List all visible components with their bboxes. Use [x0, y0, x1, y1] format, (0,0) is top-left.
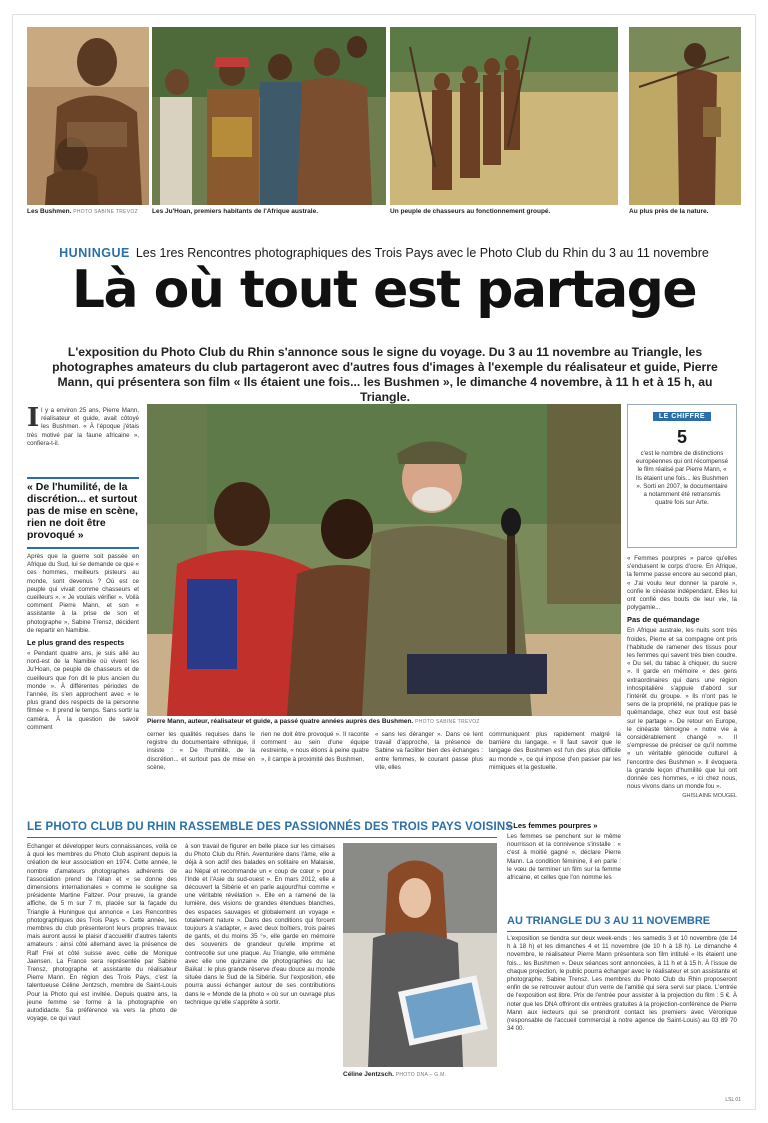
celine-caption: Céline Jentzsch. PHOTO DNA – G.M.: [343, 1071, 447, 1078]
right-body1: « Femmes pourpres » parce qu'elles s'enduisent le corps d'ocre. En Afrique, la femme passe encore au second plan, « J'ai voulu leur donner la parole », confie le cinéaste indépendant. Elles lui ont confié des bouts de leur vie, la polygamie...: [627, 555, 737, 612]
femmes-body: Les femmes se penchent sur le même nourrisson et la connivence s'installe : « c'est à moitié gagné », déclare Pierre Mann. La condition féminine, il en parle : le vœu de terminer un film sur la femme africaine, et celles que l'on nomme les: [507, 833, 621, 882]
box-body: L'exposition se tiendra sur deux week-ends : les samedis 3 et 10 novembre (de 14 h à 18 h) et les dimanches 4 et 11 novembre (de 10 h à 18 h). Le dimanche 4 novembre, le réalisateur Pierre Mann présentera son film intitulé « Ils étaient une fois... les Bushmen ». Deux séances sont annoncées, à 11 h et à 15 h. À l'issue de chaque projection, le public pourra échanger avec le réalisateur et son assistante et photographe, Sabine Trensz. Les membres du Photo Club du Rhin proposeront enfin de se retrouver autour d'un verre de l'amitié qui sera servi sur place. L'entrée de l'exposition est libre. Prix de l'entrée pour assister à la projection du film : 5 €. À noter que les DNA offriront dix entrées gratuites à la projection-conférence de Pierre Mann aux lecteurs qui se prendront contact les premiers avec Véronique (responsable de l'accueil commercial à notre agence de Saint-Louis) au 03 89 70 34 00.: [507, 935, 737, 1033]
col1-body2: « Pendant quatre ans, je suis allé au nord-est de la Namibie où vivent les Ju'Hoan, ce peuple de chasseurs et de cueilleurs que l'on dit le plus ancien du monde ». À différentes périodes de l'année, ils s'en approchent avec « le plus grand des respects de la personne filmée ». Il prend le temps. Sans sortir la caméra. À la question de savoir comment: [27, 650, 139, 731]
right-subhead: Pas de quémandage: [627, 615, 700, 625]
kicker-location: HUNINGUE: [59, 246, 130, 260]
under-photo-col-4-text: communiquent plus rapidement malgré la barrière du langage. « Il faut savoir que le langage des Bushmen est l'un des plus difficile au monde », ce qui impose d'en passer par les mimiques et la gestuelle.: [489, 731, 621, 771]
section-rule: [27, 837, 497, 838]
quote-rule-top: [27, 477, 139, 479]
column-intro: [27, 407, 139, 477]
chiffre-number: 5: [676, 427, 687, 447]
box-head: AU TRIANGLE DU 3 AU 11 NOVEMBRE: [507, 915, 711, 927]
headline: Là où tout est partage: [71, 260, 697, 320]
quote-rule-bottom: [27, 547, 139, 549]
section-col-1: Échanger et développer leurs connaissances, voilà ce à quoi les membres du Photo Club aspirent depuis la création de leur association en 1974. Cette année, le nombre d'amateurs photographes adhérents de l'association prend de l'élan et « se donne des dimensions internationales » comme le souligne sa présidente Martine Faltzer. Pour preuve, la grande affiche, de 5 m sur 7 m, placée sur la façade du Triangle à Huningue qui annonce « Les Rencontres photographiques des Trois Pays ». Cette année, les membres du club présenteront leurs propres travaux mais auront aussi le plaisir d'accueillir d'autres talents amateurs : ainsi côté allemand avec la présence de Ralf Frei et côté suisse avec celle de Monique Jaensen. La France sera représentée par Sabine Trensz, photographe et assistante du réalisateur Pierre Mann. En région des Trois Pays, c'est la talentueuse Céline Jentzsch, membre de Saint-Louis Pour la Photo qui est invitée. Depuis quatre ans, la jeune femme se forme à la photographie en autodidacte. Sa préférence va vers la photo de voyage, ce qui vaut: [27, 843, 177, 1023]
lede: L'exposition du Photo Club du Rhin s'annonce sous le signe du voyage. Du 3 au 11 novembre au Triangle, les photographes amateurs du club partageront avec d'autres fous d'images à l'exemple du réalisateur et guide, Pierre Mann, qui présentera son film « Ils étaient une fois... les Bushmen », le dimanche 4 novembre, à 11 h et à 15 h, au Triangle.: [52, 345, 718, 404]
photo-hunters: [390, 27, 618, 205]
kicker-text: Les 1res Rencontres photographiques des Trois Pays avec le Photo Club du Rhin du 3 au 11 novembre: [135, 246, 709, 260]
photo-caption-2: Les Ju'Hoan, premiers habitants de l'Afrique australe.: [152, 208, 318, 215]
signature: GHISLAINE MOUGEL: [682, 793, 737, 800]
photo-caption-3: Un peuple de chasseurs au fonctionnement groupé.: [390, 208, 551, 215]
under-photo-col-1: cerner les qualités requises dans le registre du documentaire ethnique, il insiste : « De l'humilité, de la discrétion... et surtout pas de mise en scène,: [147, 731, 255, 771]
chiffre-text: c'est le nombre de distinctions européennes qui ont récompensé le film réalisé par Pierre Mann, « Ils étaient une fois... les Bushmen ». Sorti en 2007, le documentaire a notamment été retransmis quatre fois sur Arte.: [635, 450, 729, 507]
col1-subhead: Le plus grand des respects: [27, 638, 125, 648]
femmes-subhead: « Les femmes pourpres »: [507, 821, 598, 830]
under-photo-col-2: rien ne doit être provoqué ». Il raconte comment au sein d'une équipe restreinte, « nous étions à peine quatre », il campe à proximité des Bushmen,: [261, 731, 369, 763]
under-photo-col-4: [489, 731, 621, 817]
column-right: [627, 555, 737, 907]
newspaper-page: [12, 14, 756, 1110]
main-photo-caption: Pierre Mann, auteur, réalisateur et guide, a passé quatre années auprès des Bushmen. PHOTO SABINE TREVOZ: [147, 718, 480, 725]
column-1-body: [27, 553, 139, 797]
chiffre-tag: LE CHIFFRE: [653, 412, 711, 421]
intro-text: l y a environ 25 ans, Pierre Mann, réalisateur et guide, avait côtoyé les Bushmen. « À l'époque j'étais très motivé par la faune africaine », confiera-t-il.: [27, 407, 139, 447]
right-body2: En Afrique australe, les nuits sont très froides, Pierre et sa compagne ont pris l'habitude de ramener des tissus pour les femmes qui savent très bien coudre. « Du sel, du tabac à chiquer, du sucre ». Il garde en mémoire « des gens extraordinaires qui dans une région inhospitalière s'appuie d'abord sur l'intérêt du groupe. » Ils n'ont pas le sens de la propriété, ne pratique pas le quémandage, chez eux tout est basé sur le partage ». De retour en Europe, le cinéaste témoigne « notre vie a considérablement changé ». Il s'empresse de préciser ce qu'il nomme « un véritable génocide culturel à l'encontre des Bushmen ». Il évoquera la grande leçon d'humilité que lui ont donnée ces hommes, « ici chez nous, nous vivons dans un monde fou ».: [627, 627, 737, 791]
photo-bushmen-children: [27, 27, 149, 205]
chiffre-box: [627, 404, 737, 548]
photo-caption-1: Les Bushmen. PHOTO SABINE TREVOZ: [27, 208, 138, 215]
photo-caption-4: Au plus près de la nature.: [629, 208, 709, 215]
section-head: LE PHOTO CLUB DU RHIN RASSEMBLE DES PASSIONNÉS DES TROIS PAYS VOISINS: [27, 821, 514, 833]
col1-body1: Après que la guerre soit passée en Afrique du Sud, lui se demande ce que « ces hommes, meilleurs pisteurs au monde, sont devenus ? Où est ce peuple qui vivait comme chasseurs et cueilleurs ». « Je voulais vérifier ». Voilà comment Pierre Mann, et son « assistante à la prise de son et photographe », Sabine Trensz, décident de repartir en Namibie.: [27, 553, 139, 634]
section-col-2: à son travail de figurer en belle place sur les cimaises du Photo Club du Rhin. Aventurière dans l'âme, elle a déjà à son actif des balades en solitaire en Malaisie, au Népal et recommande un « coup de cœur » pour l'Inde et l'Asie du sud-ouest ». En mars 2012, elle a découvert la Sibérie et en parle aujourd'hui comme « une véritable révélation ». Elle en a ramené de la lumière, des visions de grandes étendues blanches, des espaces sauvages et globalement un voyage « totalement nature ». Dans des conditions qui forcent toujours à s'adapter, « avec deux boîtiers, trois paires de gants, et du moins 35 °», elle garde en mémoire des souvenirs de grandeur qu'elle imprime et contrecolle sur une plaque. Au Triangle, elle emmène avec elle une quinzaine de photographies du lac Baïkal : le plus grande réserve d'eau douce au monde située dans le Sud de la Sibérie. Sur l'exposition, elle pourra aussi échanger autour de ses contributions dans le « Monde de la photo » où sur un ouvrage plus technique qu'elle s'apprête à sortir.: [185, 843, 335, 1006]
page-footer: LSL 01: [725, 1097, 741, 1103]
column-femmes: [507, 818, 621, 910]
pull-quote: « De l'humilité, de la discrétion... et surtout pas de mise en scène, rien ne doit être provoqué »: [27, 481, 138, 541]
dropcap: I: [27, 407, 40, 433]
kicker: [13, 246, 755, 260]
photo-nature: [629, 27, 741, 205]
photo-juhoan-group: [152, 27, 386, 205]
under-photo-col-3: « sans les déranger ». Dans ce lent travail d'approche, la présence de Sabine va faciliter bien des échanges : entre femmes, le courant passe plus vite, elles: [375, 731, 483, 771]
box-rule: [507, 931, 737, 932]
photo-celine: [343, 843, 497, 1067]
photo-pierre-mann: [147, 404, 621, 716]
